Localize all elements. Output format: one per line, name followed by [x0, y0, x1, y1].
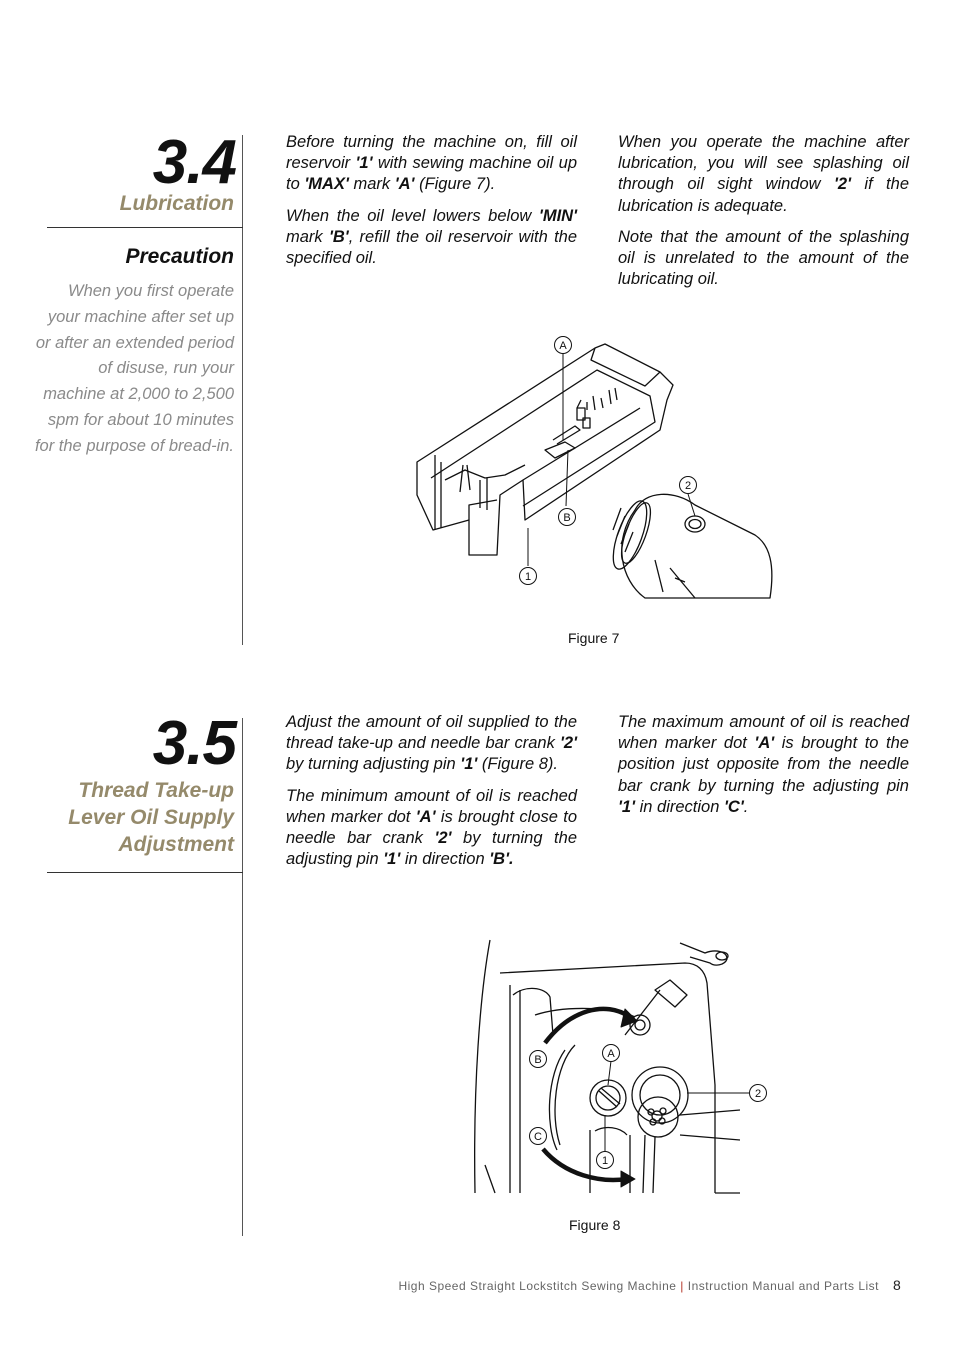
section-3-5-divider: [47, 872, 243, 873]
text-run: by turning adjusting pin: [286, 755, 461, 774]
text-run: Adjust the amount of oil supplied to the thread take-up and needle bar crank: [286, 713, 577, 753]
emphasis-term: 'MIN': [538, 206, 577, 225]
emphasis-term: '2': [434, 829, 452, 848]
text-run: Before turning the machine on, fill oil reservoir: [286, 133, 577, 173]
footer-separator: |: [680, 1279, 684, 1293]
callout-2: [680, 477, 697, 494]
footer-subtitle: Instruction Manual and Parts List: [687, 1279, 879, 1293]
section-3-4-left-column: [286, 132, 577, 279]
callout-b: [530, 1051, 547, 1068]
text-run: The maximum amount of oil is reached when marker dot: [618, 713, 909, 753]
text-run: When you operate the machine after lubrication, you will see splashing oil through oil sight window: [618, 133, 909, 194]
callout-1: [520, 568, 537, 585]
emphasis-term: 'A': [754, 734, 775, 753]
paragraph: [618, 712, 909, 818]
section-3-5-right-column: [618, 712, 909, 828]
figure-7-oil-reservoir-illustration: [405, 330, 785, 605]
text-run: (Figure 8).: [477, 755, 558, 774]
figure-8-caption: Figure 8: [569, 1217, 621, 1233]
svg-text:A: A: [607, 1048, 615, 1060]
callout-a: [555, 337, 572, 354]
text-run: is brought to the position just opposite from the needle bar crank by turning the adjusting pin: [618, 734, 909, 795]
figure-8-needle-bar-crank-illustration: [465, 935, 775, 1200]
text-run: .: [743, 797, 749, 816]
section-3-5-left-column: [286, 712, 577, 880]
text-run: Note that the amount of the splashing oil is unrelated to the amount of the lubricating oil.: [618, 227, 909, 289]
callout-b: [559, 509, 576, 526]
title-line: Thread Take-up: [78, 779, 234, 802]
emphasis-term: 'A': [394, 175, 415, 194]
title-line: Lever Oil Supply: [68, 806, 234, 829]
text-run: if the lubrication is adequate.: [618, 175, 909, 215]
footer-title: High Speed Straight Lockstitch Sewing Machine: [398, 1279, 677, 1293]
callout-2: [750, 1085, 767, 1102]
page-number: 8: [893, 1277, 901, 1293]
emphasis-term: '2': [833, 175, 851, 194]
callout-1: [597, 1152, 614, 1169]
precaution-heading: Precaution: [125, 245, 234, 268]
emphasis-term: 'B'.: [489, 850, 514, 869]
section-3-4-vertical-rule: [242, 135, 243, 645]
callout-a: [603, 1045, 620, 1062]
section-3-4-number: 3.4: [152, 128, 236, 197]
paragraph: [618, 227, 909, 291]
emphasis-term: 'A': [415, 807, 436, 826]
emphasis-term: 'MAX': [304, 175, 349, 194]
text-run: mark: [348, 175, 395, 194]
emphasis-term: '1': [618, 797, 636, 816]
text-run: , refill the oil reservoir with the specified oil.: [286, 227, 578, 268]
text-run: The minimum amount of oil is reached when marker dot: [286, 786, 577, 826]
text-run: When the oil level lowers below: [286, 206, 539, 225]
svg-text:1: 1: [524, 571, 532, 583]
callout-c: [530, 1128, 547, 1145]
paragraph: [286, 206, 577, 270]
emphasis-term: '2': [559, 734, 577, 753]
emphasis-term: 'B': [328, 227, 349, 246]
svg-text:2: 2: [754, 1088, 762, 1100]
text-run: (Figure 7).: [414, 175, 496, 194]
title-line: Adjustment: [118, 833, 234, 856]
svg-text:B: B: [534, 1054, 542, 1066]
paragraph: [618, 132, 909, 217]
emphasis-term: 'C': [724, 797, 744, 816]
paragraph: [286, 132, 577, 196]
svg-text:A: A: [559, 340, 567, 352]
text-run: mark: [286, 227, 329, 246]
svg-text:B: B: [563, 512, 571, 524]
text-run: is brought close to needle bar crank: [286, 807, 577, 848]
text-run: in direction: [635, 797, 724, 816]
svg-text:C: C: [534, 1131, 542, 1143]
emphasis-term: '1': [355, 154, 373, 173]
text-run: in direction: [400, 850, 490, 869]
section-3-4-divider: [47, 227, 243, 228]
figure-7-caption: Figure 7: [568, 630, 620, 646]
footer-document-title: [398, 1279, 879, 1293]
paragraph: [286, 712, 577, 776]
paragraph: [286, 786, 577, 871]
section-3-4-title: Lubrication: [119, 192, 234, 215]
precaution-text: When you first operate your machine after set up or after an extended period of disuse, run your machine at 2,000 to 2,500 spm for about 10 minutes for the purpose of bread-in.: [34, 282, 234, 455]
emphasis-term: '1': [383, 850, 401, 869]
section-3-5-title: [14, 777, 234, 858]
text-run: with sewing machine oil up to: [286, 154, 578, 194]
svg-text:1: 1: [601, 1155, 609, 1167]
section-3-5-vertical-rule: [242, 718, 243, 1236]
svg-text:2: 2: [684, 480, 692, 492]
text-run: by turning the adjusting pin: [286, 829, 577, 869]
section-3-4-right-column: [618, 132, 909, 300]
emphasis-term: '1': [460, 755, 478, 774]
section-3-5-number: 3.5: [152, 709, 236, 778]
